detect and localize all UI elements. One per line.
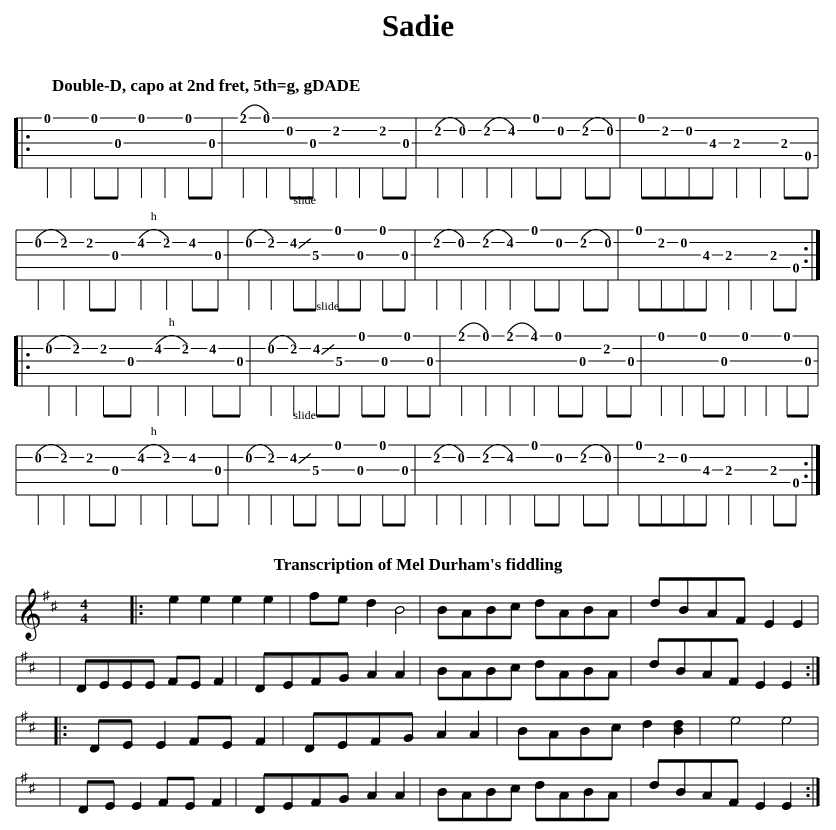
tab-fret-number: 2	[506, 330, 514, 345]
key-sharp-icon: ♯	[28, 781, 36, 797]
tab-fret-number: 4	[702, 464, 710, 479]
tab-fret-number: 2	[725, 464, 733, 479]
tab-fret-number: 4	[312, 342, 320, 358]
tab-fret-number: 0	[379, 224, 387, 239]
tab-fret-number: 0	[720, 355, 728, 370]
tab-fret-number: 2	[434, 124, 442, 140]
tab-fret-number: 0	[214, 464, 222, 479]
tab-fret-number: 2	[657, 236, 665, 252]
tab-fret-number: 0	[245, 451, 253, 467]
tab-fret-number: 2	[661, 124, 669, 140]
tab-fret-number: 2	[581, 124, 589, 140]
tab-fret-number: 2	[60, 236, 68, 252]
tab-fret-number: 0	[555, 451, 563, 467]
tab-fret-number: 0	[457, 236, 465, 252]
tab-fret-number: 0	[741, 330, 749, 345]
slide-mark	[321, 345, 334, 355]
tab-fret-number: 0	[114, 137, 122, 152]
tab-fret-number: 0	[531, 439, 539, 454]
tab-fret-number: 0	[379, 439, 387, 454]
hammer-on-label: h	[150, 424, 157, 438]
tab-fret-number: 0	[627, 355, 635, 370]
tab-fret-number: 0	[531, 224, 539, 239]
tab-fret-number: 0	[555, 236, 563, 252]
repeat-dot	[806, 666, 809, 669]
repeat-dot	[63, 733, 66, 736]
time-signature-top: 4	[80, 597, 88, 613]
slide-mark	[299, 454, 311, 464]
tab-fret-number: 2	[482, 236, 490, 252]
tab-fret-number: 2	[458, 330, 466, 345]
tab-fret-number: 0	[554, 330, 562, 345]
tab-fret-number: 0	[606, 124, 614, 140]
tab-fret-number: 4	[154, 342, 162, 358]
tab-fret-number: 0	[457, 451, 465, 467]
tab-fret-number: 0	[245, 236, 253, 252]
tab-fret-number: 0	[557, 124, 565, 140]
tab-fret-number: 0	[657, 330, 665, 345]
tab-fret-number: 2	[725, 249, 733, 264]
tab-fret-number: 0	[309, 137, 317, 152]
key-sharp-icon: ♯	[28, 720, 36, 736]
tab-fret-number: 0	[334, 439, 342, 454]
tab-fret-number: 0	[90, 112, 98, 127]
tab-fret-number: 2	[433, 451, 441, 467]
tab-fret-number: 2	[733, 137, 741, 152]
tuning-note: Double-D, capo at 2nd fret, 5th=g, gDADE	[52, 76, 361, 95]
tab-fret-number: 0	[34, 451, 42, 467]
tab-fret-number: 0	[381, 355, 389, 370]
tab-fret-number: 0	[184, 112, 192, 127]
tab-fret-number: 0	[680, 451, 688, 467]
hammer-on-label: h	[168, 315, 175, 329]
tab-fret-number: 5	[312, 249, 320, 264]
tab-fret-number: 0	[214, 249, 222, 264]
key-sharp-icon: ♯	[42, 589, 50, 604]
tab-fret-number: 4	[702, 249, 710, 264]
tab-fret-number: 0	[111, 464, 119, 479]
tab-fret-number: 4	[506, 451, 514, 467]
tab-fret-number: 0	[127, 355, 135, 370]
page-title: Sadie	[381, 8, 455, 43]
repeat-dot	[26, 353, 30, 357]
tab-fret-number: 0	[401, 249, 409, 264]
tab-fret-number: 4	[137, 236, 145, 252]
tab-fret-number: 0	[403, 330, 411, 345]
tab-fret-number: 2	[86, 236, 94, 252]
tab-fret-number: 4	[209, 342, 217, 358]
repeat-dot	[63, 726, 66, 729]
slide-label: slide	[293, 408, 316, 422]
tab-fret-number: 2	[770, 249, 778, 264]
tab-fret-number: 2	[86, 451, 94, 467]
tab-fret-number: 2	[163, 236, 171, 252]
key-sharp-icon: ♯	[28, 660, 36, 676]
repeat-dot	[139, 612, 142, 615]
tab-fret-number: 4	[709, 137, 717, 152]
tab-fret-number: 0	[137, 112, 145, 127]
tab-fret-number: 2	[181, 342, 189, 358]
tab-fret-number: 0	[699, 330, 707, 345]
tab-fret-number: 0	[111, 249, 119, 264]
treble-clef-icon: 𝄞	[15, 589, 43, 638]
repeat-dot	[26, 135, 30, 139]
tab-fret-number: 0	[604, 236, 612, 252]
repeat-dot	[804, 247, 808, 251]
tab-fret-number: 2	[332, 124, 340, 140]
tab-fret-number: 4	[506, 236, 514, 252]
tab-fret-number: 0	[532, 112, 540, 127]
repeat-dot	[26, 147, 30, 151]
key-sharp-icon: ♯	[20, 710, 28, 725]
tab-fret-number: 4	[188, 451, 196, 467]
tab-fret-number: 0	[792, 261, 800, 277]
tab-fret-number: 2	[163, 451, 171, 467]
tab-fret-number: 0	[334, 224, 342, 239]
tab-fret-number: 0	[804, 355, 812, 370]
tab-fret-number: 0	[579, 355, 587, 370]
tab-fret-number: 2	[580, 236, 588, 252]
tab-fret-number: 2	[657, 451, 665, 467]
tab-fret-number: 0	[638, 112, 646, 127]
tab-fret-number: 0	[263, 112, 271, 127]
tab-fret-number: 4	[137, 451, 145, 467]
tab-fret-number: 0	[635, 224, 643, 239]
tab-fret-number: 0	[267, 342, 275, 358]
tab-fret-number: 2	[267, 451, 275, 467]
repeat-dot	[804, 462, 808, 466]
tab-fret-number: 2	[433, 236, 441, 252]
tab-fret-number: 0	[402, 137, 410, 152]
tab-fret-number: 0	[34, 236, 42, 252]
tab-fret-number: 2	[482, 451, 490, 467]
tab-fret-number: 0	[792, 476, 800, 492]
slide-label: slide	[293, 193, 316, 207]
tab-fret-number: 2	[100, 342, 108, 358]
repeat-dot	[806, 787, 809, 790]
tab-fret-number: 5	[335, 355, 343, 370]
tab-fret-number: 5	[312, 464, 320, 479]
tab-fret-number: 2	[770, 464, 778, 479]
tab-fret-number: 0	[604, 451, 612, 467]
tab-fret-number: 2	[780, 137, 788, 152]
tab-fret-number: 0	[635, 439, 643, 454]
tab-fret-number: 2	[379, 124, 387, 140]
repeat-dot	[804, 259, 808, 263]
tab-fret-number: 4	[290, 236, 298, 252]
slide-label: slide	[316, 299, 340, 313]
tab-fret-number: 0	[286, 124, 294, 140]
slide-mark	[299, 239, 311, 249]
key-sharp-icon: ♯	[20, 771, 28, 786]
tab-fret-number: 0	[208, 137, 216, 152]
repeat-dot	[26, 365, 30, 369]
tab-fret-number: 2	[483, 124, 491, 140]
tab-fret-number: 0	[804, 149, 812, 165]
tab-fret-number: 2	[267, 236, 275, 252]
hammer-on-label: h	[150, 209, 157, 223]
key-sharp-icon: ♯	[50, 599, 58, 615]
tab-fret-number: 2	[60, 451, 68, 467]
tab-fret-number: 0	[356, 464, 364, 479]
tab-fret-number: 2	[603, 342, 611, 358]
tab-fret-number: 0	[685, 124, 693, 140]
repeat-dot	[804, 474, 808, 478]
repeat-dot	[806, 673, 809, 676]
tab-fret-number: 0	[482, 330, 490, 345]
tab-fret-number: 0	[356, 249, 364, 264]
repeat-dot	[806, 794, 809, 797]
tab-fret-number: 4	[290, 451, 298, 467]
tab-fret-number: 0	[43, 112, 51, 127]
tab-fret-number: 2	[72, 342, 80, 358]
time-signature-bottom: 4	[80, 611, 88, 627]
tab-fret-number: 0	[783, 330, 791, 345]
tab-fret-number: 2	[290, 342, 298, 358]
tab-fret-number: 4	[530, 330, 538, 345]
repeat-dot	[139, 605, 142, 608]
tab-fret-number: 4	[188, 236, 196, 252]
tab-fret-number: 2	[580, 451, 588, 467]
tab-fret-number: 0	[426, 355, 434, 370]
tab-fret-number: 0	[680, 236, 688, 252]
tab-fret-number: 0	[358, 330, 366, 345]
key-sharp-icon: ♯	[20, 650, 28, 665]
tab-fret-number: 0	[401, 464, 409, 479]
tab-fret-number: 0	[458, 124, 466, 140]
tab-fret-number: 0	[236, 355, 244, 370]
tab-fret-number: 4	[508, 124, 516, 140]
transcription-title: Transcription of Mel Durham's fiddling	[273, 555, 563, 574]
tab-fret-number: 2	[239, 112, 247, 127]
tab-fret-number: 0	[45, 342, 53, 358]
